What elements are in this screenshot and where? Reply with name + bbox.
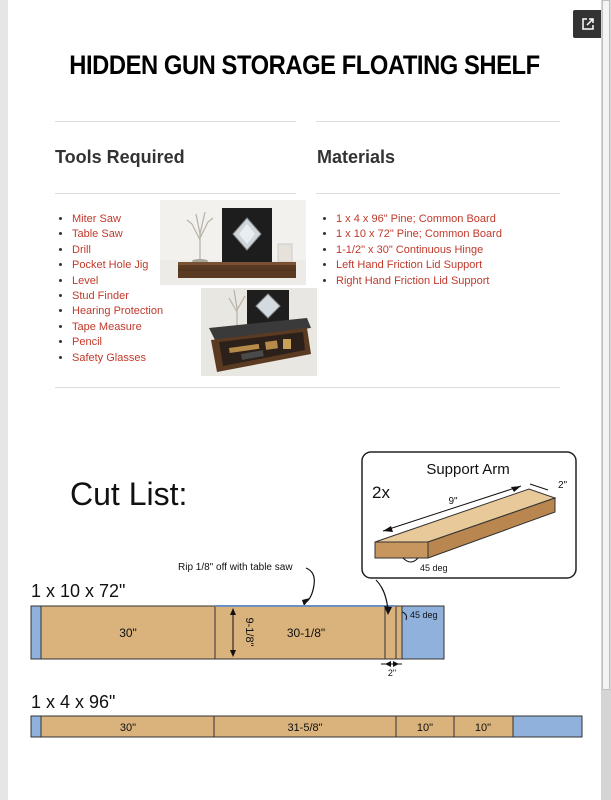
cut-list-diagram [8,440,601,800]
list-item[interactable]: • Pencil [72,335,163,350]
board2-cut-b: 31-5/8" [287,722,323,734]
board1-angle: 45 deg [410,610,438,620]
divider [316,121,560,122]
board2-label: 1 x 4 x 96" [31,692,116,712]
list-item[interactable]: • 1-1/2" x 30" Continuous Hinge [336,243,502,258]
board2-cut-d: 10" [474,722,492,734]
list-item[interactable]: • Table Saw [72,227,163,242]
board1-label: 1 x 10 x 72" [31,581,126,601]
divider [55,121,296,122]
tools-heading: Tools Required [55,147,185,167]
board1-width: 9-1/8" [243,617,255,647]
board2 [31,716,582,737]
materials-heading: Materials [317,147,396,167]
shelf-closed-photo [160,200,306,285]
rip-note: Rip 1/8" off with table saw [178,562,293,573]
list-item[interactable]: • Hearing Protection [72,304,163,319]
support-arm-title: Support Arm [426,461,510,478]
divider [55,193,296,194]
materials-list [318,212,502,289]
board2-cut-a: 30" [119,722,137,734]
list-item[interactable]: • Level [72,274,163,289]
support-arm-qty: 2x [372,483,390,502]
board1-cut-b: 30-1/8" [286,626,326,640]
board2-cut-c: 10" [416,722,434,734]
support-arm-width: 2" [558,480,568,491]
list-item[interactable]: • Drill [72,243,163,258]
list-item[interactable]: • Tape Measure [72,320,163,335]
support-arm-length: 9" [448,496,458,507]
list-item[interactable]: • Stud Finder [72,289,163,304]
list-item[interactable]: • Left Hand Friction Lid Support [336,258,502,273]
board1-cut-a: 30" [119,626,137,640]
document-title: HIDDEN GUN STORAGE FLOATING SHELF [69,50,540,80]
support-arm-angle: 45 deg [420,563,448,573]
support-arm-box [362,452,576,578]
scrollbar[interactable] [601,0,611,800]
divider [55,387,560,388]
divider [316,193,560,194]
shelf-open-photo [201,288,317,376]
tools-list [54,212,163,366]
list-item[interactable]: • Safety Glasses [72,351,163,366]
list-item[interactable]: • Pocket Hole Jig [72,258,163,273]
list-item[interactable]: • 1 x 10 x 72" Pine; Common Board [336,227,502,242]
scrollbar-thumb[interactable] [602,0,610,690]
cut-list-heading: Cut List: [70,476,188,512]
list-item[interactable]: • 1 x 4 x 96" Pine; Common Board [336,212,502,227]
board1-arm-width: 2" [387,668,397,678]
open-external-button[interactable] [573,10,603,38]
list-item[interactable]: • Miter Saw [72,212,163,227]
external-link-icon [581,17,595,31]
pdf-page [8,0,601,800]
list-item[interactable]: • Right Hand Friction Lid Support [336,274,502,289]
